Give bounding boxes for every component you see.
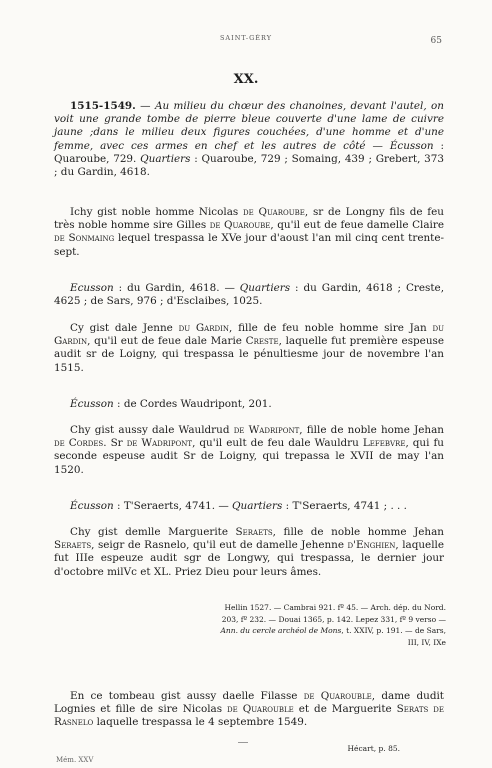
surname: d'Enghien [347, 539, 396, 552]
text-span: , laquelle fut première espeuse audit sr de Loigny, qui trespassa le pénultiesme jour de novembre l'an 1515. [54, 335, 444, 374]
text-span: , qu'il eut de feue dale Marie [87, 335, 246, 348]
text-span: : Quaroube, 729 ; Somaing, 439 ; Grebert, 373 ; du Gardin, 4618. [54, 152, 445, 179]
text-span: , fille de noble home Jehan [299, 424, 444, 436]
ecusson-cordes [54, 398, 444, 411]
text-span: , qu'il eut de feue damelle Claire [270, 219, 444, 232]
surname: de Quarouble [303, 690, 372, 702]
date-range: 1515-1549. [70, 100, 136, 112]
surname: de Wadripont [126, 437, 193, 450]
page-number: 65 [430, 36, 442, 46]
ecusson-label: Écusson [70, 500, 114, 512]
surname: Lefebvre [362, 437, 406, 450]
section-heading: XX. [233, 72, 259, 87]
journal-title: Ann. du cercle archéol de Mons [220, 626, 342, 635]
text-span: , sr de Longny fils de feu très noble homme sire Gilles [54, 206, 444, 232]
surname: de Quaroube [242, 206, 305, 218]
surname: Seraets [54, 539, 92, 552]
text-span: laquelle trespassa le 4 septembre 1549. [93, 716, 308, 729]
text-span: Ichy gist noble homme Nicolas [70, 206, 243, 218]
text-span: Chy gist aussy dale Wauldrud [70, 424, 234, 436]
text-span: , dame dudit Lognies et fille de sire Nicolas [54, 690, 444, 716]
text-span: . Sr [103, 437, 127, 450]
text-span: , qu'il eult de feu dale Wauldru [192, 437, 363, 450]
surname: du Gardin [54, 322, 444, 348]
surname: de Quaroube [209, 219, 271, 232]
text-span: : T'Seraerts, 4741 ; . . . [282, 500, 407, 512]
ecusson-seraerts [54, 500, 444, 513]
text-span: : du Gardin, 4618. — [113, 282, 240, 294]
text-span: , seigr de Rasnelo, qu'il eut de damelle Jehenne [91, 539, 348, 552]
text-span: , qui fu seconde espeuse audit Sr de Loigny, qui trepassa le XVII de may l'an 1520. [54, 437, 445, 476]
surname: de Wadripont [233, 424, 300, 436]
running-head: SAINT-GÉRY [219, 34, 273, 42]
text-span: : de Cordes Waudripont, 201. [113, 398, 272, 410]
quartiers-label: Quartiers [140, 152, 191, 165]
text-span: , laquelle fut IIIe espeuze audit sgr de Longwy, qui trespassa, le dernier jour d'octobre milVc et XL. Priez Dieu pour leurs âmes. [54, 539, 445, 578]
text-span: : T'Seraerts, 4741. — [113, 500, 233, 512]
text-span: Chy gist demlle Marguerite [70, 526, 236, 538]
text-span: : du Gardin, 4618 ; Creste, 4625 ; de Sars, 976 ; d'Esclaibes, 1025. [54, 282, 444, 308]
quartiers-label: Quartiers [232, 500, 283, 512]
tomb-description: Au milieu du chœur des chanoines, devant l'autel, on voit une grande tombe de pierre bleue couverte d'une lame de cuivre jaune ;dans le milieu deux figures couchées, d'une homme et d'une femme, avec ces armes en chef et les autres de côté — [54, 100, 444, 152]
text-span: lequel trespassa le XVe jour d'aoust l'an mil cinq cent trente-sept. [54, 232, 444, 258]
source-references [210, 602, 446, 648]
epitaph-nicolas [54, 206, 444, 259]
ecusson-label: Écusson [70, 398, 114, 410]
ecusson-label: Écusson [389, 139, 434, 152]
surname: de Quarouble [227, 703, 294, 716]
text-span: , fille de feu noble homme sire Jan [229, 322, 433, 334]
text-span: : Quaroube, 729. [54, 139, 444, 165]
epitaph-jenne [54, 322, 444, 375]
surname: de Sonmaing [54, 232, 115, 245]
surname: du Gardin [178, 322, 230, 334]
printer-mark [238, 742, 248, 743]
intro-paragraph [54, 100, 444, 179]
text-span: Hellin 1527. — Cambrai 921. fº 45. — Arch. dép. du Nord. 203, fº 232. — Douai 1365, p. 142. Lepez 331, fº 9 verso — [221, 603, 446, 624]
dash: — [135, 100, 155, 112]
surname: Serats de Rasnelo [54, 703, 444, 729]
text-span: et de Marguerite [293, 703, 397, 716]
epitaph-filasse [54, 690, 444, 730]
footer-signature: Mém. XXV [56, 756, 94, 764]
ecusson-label: Ecusson [70, 282, 114, 294]
text-span: En ce tombeau gist aussy daelle Filasse [70, 690, 304, 702]
text-span: , fille de noble homme Jehan [272, 526, 444, 538]
ecusson-gardin [54, 282, 444, 308]
surname: de Cordes [54, 437, 104, 450]
hecart-reference: Hécart, p. 85. [347, 744, 400, 753]
surname: Seraets [235, 526, 273, 538]
epitaph-marguerite [54, 526, 444, 579]
text-span: Cy gist dale Jenne [70, 322, 179, 334]
quartiers-label: Quartiers [239, 282, 291, 294]
epitaph-wauldrud [54, 424, 444, 477]
text-span: , t. XXIV, p. 191. — de Sars, III, IV, IXe [341, 626, 446, 647]
surname: Creste [245, 335, 279, 348]
